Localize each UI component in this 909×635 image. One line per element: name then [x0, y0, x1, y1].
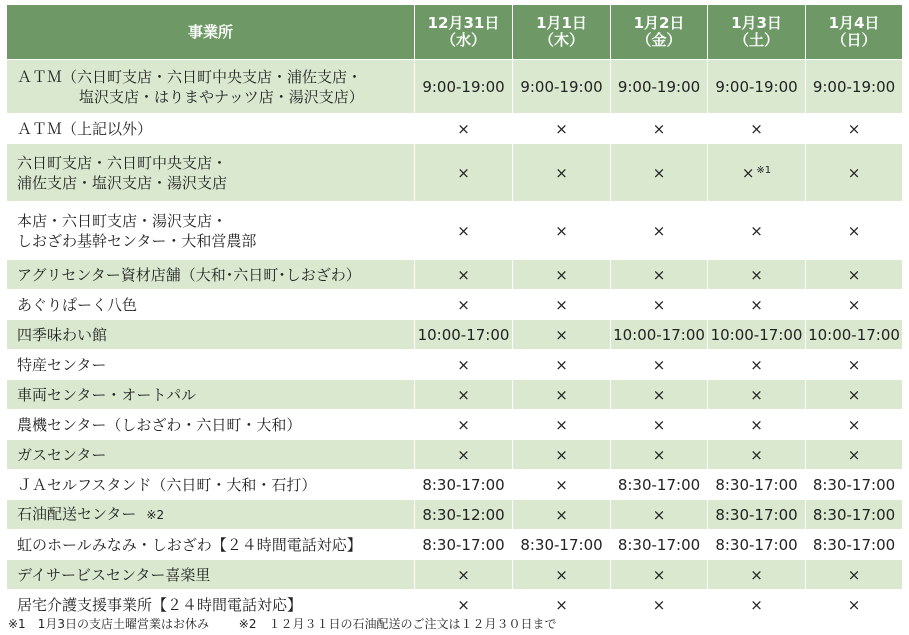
hours-value: ×: [555, 475, 568, 494]
header-row: [7, 5, 903, 60]
hours-value: ×: [555, 295, 568, 314]
hours-cell: [513, 202, 611, 260]
hours-cell: [806, 60, 903, 114]
hours-cell: [513, 60, 611, 114]
footnote-2: ※2 １２月３１日の石油配送のご注文は１２月３０日まで: [238, 617, 557, 631]
hours-value: ×: [750, 295, 763, 314]
footnotes: [8, 615, 583, 632]
header-date: 1月1日: [536, 14, 587, 32]
table-row: [7, 114, 903, 144]
hours-value: ×: [750, 355, 763, 374]
hours-value: ×: [750, 445, 763, 464]
hours-cell: [611, 290, 708, 320]
hours-cell: [513, 350, 611, 380]
hours-cell: [611, 470, 708, 500]
hours-value: ×: [847, 163, 861, 182]
hours-value: ×: [555, 163, 568, 182]
hours-cell: [611, 590, 708, 620]
hours-value: ×: [457, 295, 470, 314]
hours-value: 8:30-17:00: [715, 535, 798, 554]
table-row: [7, 530, 903, 560]
facility-name-line: ＡＴＭ（六日町支店・六日町中央支店・浦佐支店・: [17, 67, 363, 86]
hours-cell: [513, 470, 611, 500]
header-facility: 事業所: [7, 5, 415, 60]
header-weekday: （金）: [636, 31, 682, 49]
hours-cell: [415, 320, 513, 350]
hours-cell: [513, 500, 611, 530]
hours-cell: [708, 60, 806, 114]
hours-cell: [513, 530, 611, 560]
hours-cell: [708, 500, 806, 530]
hours-cell: [611, 440, 708, 470]
hours-cell: [708, 114, 806, 144]
hours-cell: [611, 144, 708, 202]
facility-name-line: 本店・六日町支店・湯沢支店・: [17, 211, 228, 230]
facility-name-line: 特産センター: [17, 355, 107, 374]
hours-value: ×: [457, 385, 470, 404]
hours-value: ×: [750, 221, 763, 240]
hours-value: 8:30-17:00: [422, 535, 505, 554]
facility-name-line: 車両センター・オートパル: [17, 385, 197, 404]
table-row: [7, 320, 903, 350]
hours-cell: [611, 320, 708, 350]
hours-cell: [513, 114, 611, 144]
hours-cell: [415, 260, 513, 290]
hours-value: 10:00-17:00: [808, 325, 900, 344]
facility-name-line: 塩沢支店・はりまやナッツ店・湯沢支店）: [79, 87, 364, 106]
header-date: 1月3日: [731, 14, 782, 32]
hours-cell: [611, 202, 708, 260]
hours-value: ×: [652, 163, 666, 182]
header-weekday: （日）: [831, 31, 877, 49]
hours-cell: [708, 290, 806, 320]
facility-name: [7, 560, 415, 590]
hours-cell: [415, 202, 513, 260]
hours-cell: [415, 470, 513, 500]
hours-cell: [611, 60, 708, 114]
hours-cell: [415, 410, 513, 440]
hours-cell: [806, 260, 903, 290]
header-date: 1月2日: [633, 14, 685, 32]
table-row: [7, 202, 903, 260]
hours-cell: [708, 202, 806, 260]
hours-value: 8:30-17:00: [812, 535, 896, 554]
hours-cell: [708, 320, 806, 350]
hours-value: 8:30-17:00: [520, 535, 603, 554]
facility-name: [7, 144, 415, 202]
hours-cell: [708, 380, 806, 410]
hours-value: ×: [555, 355, 568, 374]
hours-value: ×: [555, 445, 568, 464]
hours-cell: [513, 410, 611, 440]
hours-cell: [611, 560, 708, 590]
facility-name-line: ガスセンター: [17, 445, 107, 464]
hours-cell: [708, 590, 806, 620]
header-weekday: （土）: [733, 31, 779, 49]
hours-value: ×: [847, 415, 861, 434]
hours-value: ×: [847, 295, 861, 314]
hours-value: ×: [750, 565, 763, 584]
hours-cell: [708, 530, 806, 560]
facility-name-line: 虹のホールみなみ・しおざわ【２４時間電話対応】: [17, 535, 362, 554]
schedule-body: [7, 60, 903, 620]
header-day: [513, 5, 611, 60]
hours-value: 10:00-17:00: [613, 325, 705, 344]
day-note: ※1: [756, 164, 772, 176]
hours-cell: [513, 320, 611, 350]
hours-value: ×: [847, 385, 861, 404]
hours-value: ×: [847, 445, 861, 464]
hours-value: ×: [555, 505, 568, 524]
facility-name-line: しおざわ基幹センター・大和営農部: [17, 231, 257, 250]
hours-value: ×: [750, 265, 763, 284]
hours-value: ×: [652, 221, 666, 240]
hours-cell: [415, 60, 513, 114]
hours-value: 8:30-17:00: [617, 535, 701, 554]
hours-value: ×: [847, 595, 861, 614]
hours-value: 8:30-12:00: [422, 505, 505, 524]
table-row: [7, 290, 903, 320]
hours-value: ×: [750, 415, 763, 434]
facility-name: [7, 440, 415, 470]
hours-value: ×: [652, 415, 666, 434]
hours-value: ×: [750, 385, 763, 404]
header-date: 12月31日: [427, 14, 500, 32]
hours-value: 8:30-17:00: [812, 475, 896, 494]
hours-value: 10:00-17:00: [417, 325, 510, 344]
hours-value: ×: [555, 385, 568, 404]
facility-name-line: 農機センター（しおざわ・六日町・大和）: [17, 415, 302, 434]
footnote-1: ※1 1月3日の支店土曜営業はお休み: [8, 617, 209, 631]
hours-value: ×: [652, 385, 666, 404]
table-row: [7, 440, 903, 470]
hours-cell: [611, 530, 708, 560]
hours-cell: [708, 560, 806, 590]
facility-name-line: 居宅介護支援事業所【２４時間電話対応】: [17, 595, 303, 614]
hours-value: ×: [457, 355, 470, 374]
table-row: [7, 500, 903, 530]
hours-cell: [806, 530, 903, 560]
hours-cell: [708, 260, 806, 290]
hours-cell: [611, 114, 708, 144]
hours-value: ×: [457, 595, 470, 614]
hours-value: 9:00-19:00: [520, 77, 603, 96]
hours-cell: [806, 202, 903, 260]
hours-value: 9:00-19:00: [715, 77, 798, 96]
hours-value: ×: [457, 265, 470, 284]
hours-value: ×: [847, 355, 861, 374]
hours-cell: [513, 380, 611, 410]
facility-name-line: 石油配送センター: [17, 505, 137, 523]
facility-name-line: ＡＴＭ（上記以外）: [17, 119, 153, 138]
hours-value: ×: [847, 119, 861, 138]
hours-value: 10:00-17:00: [710, 325, 803, 344]
hours-cell: [415, 440, 513, 470]
table-row: [7, 260, 903, 290]
hours-cell: [611, 350, 708, 380]
hours-cell: [611, 380, 708, 410]
hours-value: ×: [457, 445, 470, 464]
hours-value: ×: [457, 415, 470, 434]
hours-value: ×: [652, 565, 666, 584]
facility-name: [7, 320, 415, 350]
hours-value: 9:00-19:00: [617, 77, 701, 96]
header-day: [415, 5, 513, 60]
facility-name-line: あぐりぱーく八色: [17, 295, 138, 314]
hours-cell: [708, 410, 806, 440]
hours-value: ×: [652, 595, 666, 614]
hours-value: ×: [457, 119, 470, 138]
facility-name: [7, 350, 415, 380]
hours-value: ×: [750, 595, 763, 614]
hours-value: ×: [555, 325, 568, 344]
hours-cell: [611, 410, 708, 440]
table-row: [7, 350, 903, 380]
facility-name: [7, 202, 415, 260]
facility-name-line: 六日町支店・六日町中央支店・: [17, 153, 228, 172]
hours-value: ×: [652, 119, 666, 138]
hours-cell: [806, 380, 903, 410]
hours-cell: [708, 440, 806, 470]
hours-cell: [806, 590, 903, 620]
table-row: [7, 410, 903, 440]
hours-cell: [415, 114, 513, 144]
hours-cell: [513, 440, 611, 470]
hours-value: 8:30-17:00: [812, 505, 896, 524]
hours-cell: [806, 350, 903, 380]
hours-value: ×: [652, 505, 666, 524]
hours-value: ×: [652, 445, 666, 464]
hours-cell: [806, 560, 903, 590]
hours-cell: [806, 440, 903, 470]
facility-name: [7, 530, 415, 560]
hours-cell: [806, 290, 903, 320]
hours-cell: [806, 114, 903, 144]
hours-value: 9:00-19:00: [422, 77, 505, 96]
table-row: [7, 470, 903, 500]
holiday-schedule-table: [6, 4, 903, 620]
facility-name: [7, 290, 415, 320]
header-day: [611, 5, 708, 60]
hours-cell: [806, 320, 903, 350]
facility-name-line: 四季味わい館: [17, 325, 108, 344]
facility-name: [7, 470, 415, 500]
hours-cell: [415, 350, 513, 380]
facility-name: [7, 114, 415, 144]
table-row: [7, 380, 903, 410]
hours-value: ×: [457, 163, 470, 182]
facility-name: [7, 500, 415, 530]
hours-value: ×: [555, 119, 568, 138]
hours-value: ×: [457, 221, 470, 240]
hours-value: 8:30-17:00: [617, 475, 701, 494]
facility-name: [7, 60, 415, 114]
hours-cell: [415, 144, 513, 202]
table-row: [7, 560, 903, 590]
hours-cell: [611, 500, 708, 530]
header-weekday: （水）: [440, 31, 486, 49]
hours-cell: [513, 560, 611, 590]
hours-cell: [415, 560, 513, 590]
hours-value: 8:30-17:00: [715, 475, 798, 494]
hours-value: 8:30-17:00: [422, 475, 505, 494]
hours-value: ×: [555, 565, 568, 584]
hours-cell: [806, 144, 903, 202]
hours-value: 9:00-19:00: [812, 77, 896, 96]
hours-cell: [611, 260, 708, 290]
hours-value: ×: [741, 163, 755, 182]
facility-name-line: ＪＡセルフスタンド（六日町・大和・石打）: [17, 475, 317, 494]
facility-name: [7, 380, 415, 410]
hours-value: ×: [847, 565, 861, 584]
header-date: 1月4日: [828, 14, 880, 32]
header-day: [708, 5, 806, 60]
hours-cell: [708, 144, 806, 202]
hours-value: ×: [750, 119, 763, 138]
facility-name: [7, 410, 415, 440]
facility-name-line: 浦佐支店・塩沢支店・湯沢支店: [17, 173, 228, 192]
table-row: [7, 60, 903, 114]
hours-cell: [415, 500, 513, 530]
hours-value: ×: [652, 355, 666, 374]
facility-note: ※2: [146, 508, 165, 522]
hours-cell: [415, 290, 513, 320]
facility-name-line: デイサービスセンター喜楽里: [17, 565, 211, 584]
hours-cell: [415, 530, 513, 560]
hours-value: ×: [847, 265, 861, 284]
hours-value: ×: [652, 295, 666, 314]
hours-value: ×: [555, 265, 568, 284]
hours-value: ×: [555, 221, 568, 240]
hours-cell: [806, 500, 903, 530]
header-day: [806, 5, 903, 60]
hours-cell: [708, 470, 806, 500]
hours-value: ×: [457, 565, 470, 584]
hours-cell: [806, 410, 903, 440]
hours-cell: [513, 290, 611, 320]
hours-value: ×: [847, 221, 861, 240]
hours-cell: [513, 144, 611, 202]
hours-cell: [708, 350, 806, 380]
hours-value: ×: [555, 415, 568, 434]
table-row: [7, 144, 903, 202]
hours-value: 8:30-17:00: [715, 505, 798, 524]
hours-cell: [513, 260, 611, 290]
hours-value: ×: [652, 265, 666, 284]
header-weekday: （木）: [538, 31, 584, 49]
hours-cell: [806, 470, 903, 500]
facility-name-line: アグリセンター資材店舗（大和･六日町･しおざわ）: [17, 265, 361, 284]
hours-value: ×: [555, 595, 568, 614]
hours-cell: [415, 380, 513, 410]
facility-name: [7, 260, 415, 290]
